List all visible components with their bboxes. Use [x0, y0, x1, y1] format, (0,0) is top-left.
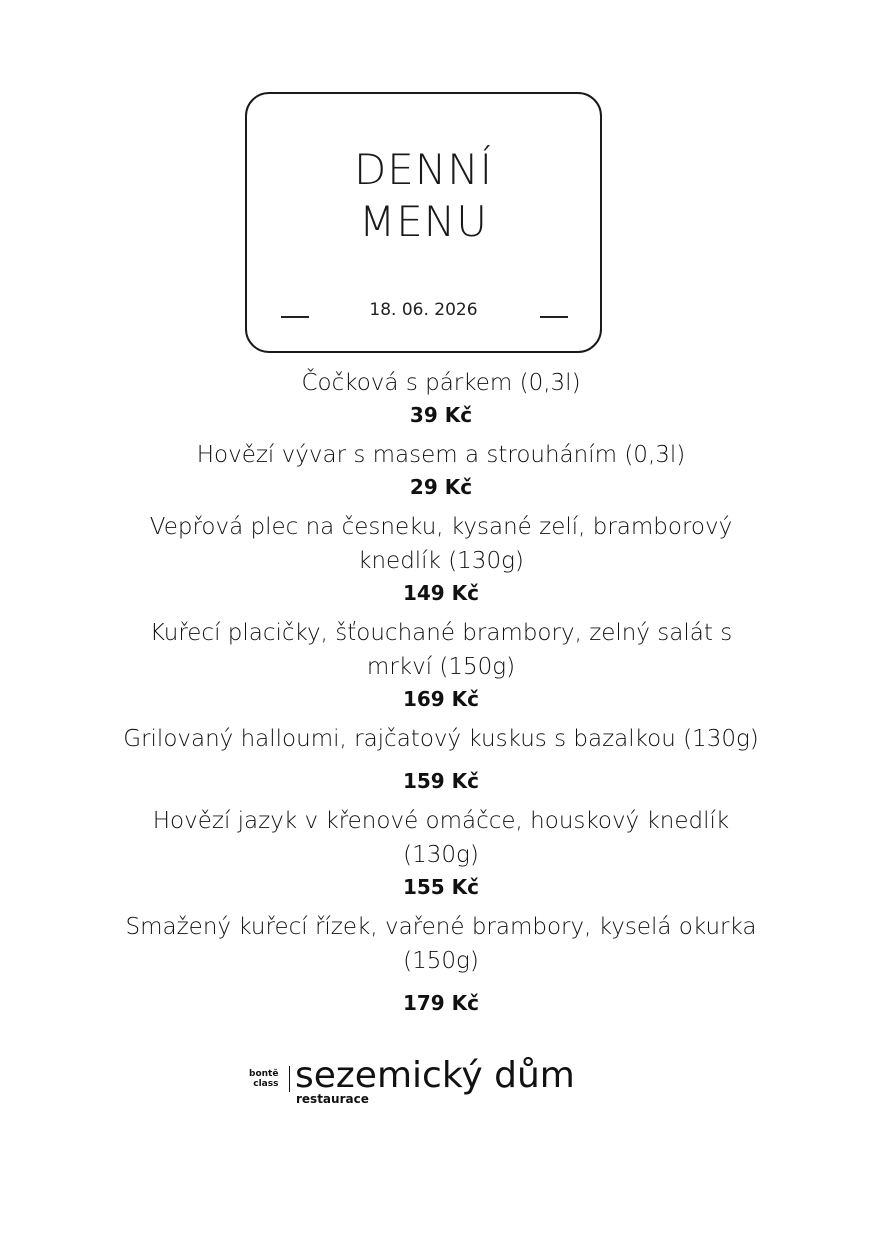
menu-item-name: Čočková s párkem (0,3l): [301, 370, 581, 396]
menu-item: [0, 722, 882, 796]
menu-item-price: 159 Kč: [402, 769, 480, 793]
page-title: [247, 144, 600, 248]
menu-item: [0, 804, 882, 902]
menu-item-name: Smažený kuřecí řízek, vařené brambory, kyselá okurka (150g): [125, 914, 757, 974]
restaurant-logo: [249, 1054, 619, 1110]
menu-item: [0, 438, 882, 502]
logo-divider: [289, 1066, 290, 1092]
menu-item: [0, 366, 882, 430]
right-dash-divider: [540, 316, 568, 318]
menu-item-name: Kuřecí placičky, šťouchané brambory, zelný salát s mrkví (150g): [149, 620, 733, 680]
menu-item-price: 149 Kč: [402, 581, 480, 605]
menu-item: [0, 510, 882, 608]
menu-item-price: 39 Kč: [409, 403, 473, 427]
title-line-1: DENNÍ: [353, 145, 494, 194]
logo-subtitle: restaurace: [296, 1092, 369, 1106]
menu-item-price: 179 Kč: [402, 991, 480, 1015]
logo-brand-line-2: class: [253, 1079, 279, 1089]
menu-item-price: 169 Kč: [402, 687, 480, 711]
logo-brand-small: [249, 1069, 278, 1089]
header-box: [245, 92, 602, 353]
menu-list: [0, 366, 882, 1026]
title-line-2: MENU: [359, 197, 488, 246]
menu-item-price: 155 Kč: [402, 875, 480, 899]
menu-date: 18. 06. 2026: [369, 300, 478, 320]
menu-item-price: 29 Kč: [409, 475, 473, 499]
menu-item: [0, 616, 882, 714]
logo-wordmark: sezemický dům: [295, 1055, 575, 1096]
menu-item-name: Grilovaný halloumi, rajčatový kuskus s bazalkou (130g): [123, 726, 759, 752]
menu-item-name: Hovězí vývar s masem a strouháním (0,3l): [196, 442, 686, 468]
menu-item-name: Vepřová plec na česneku, kysané zelí, bramborový knedlík (130g): [149, 514, 733, 574]
logo-brand-line-1: bontě: [249, 1069, 279, 1079]
menu-item-name: Hovězí jazyk v křenové omáčce, houskový knedlík (130g): [152, 808, 730, 868]
menu-item: [0, 910, 882, 1018]
